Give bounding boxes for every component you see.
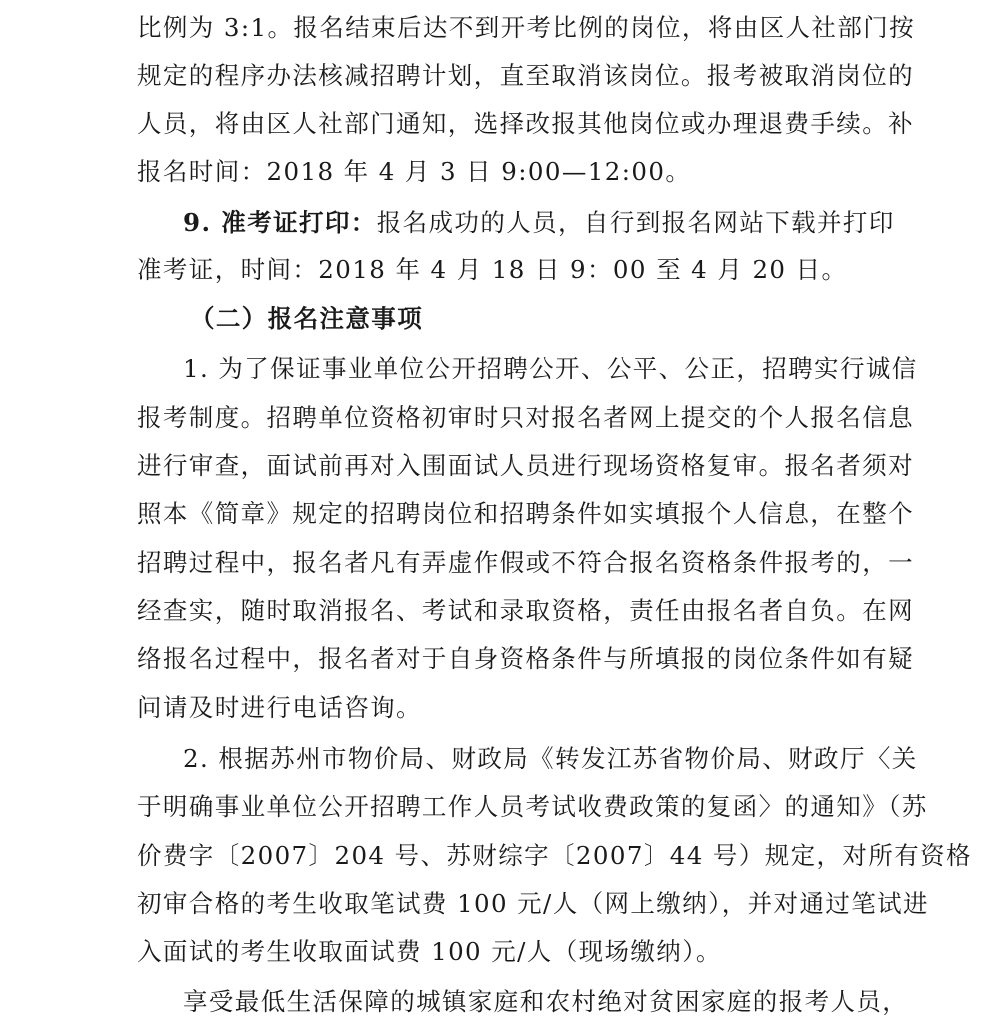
paragraph-line: 初审合格的考生收取笔试费 100 元/人（网上缴纳），并对通过笔试进 [137, 889, 929, 918]
paragraph-line: 比例为 3:1。报名结束后达不到开考比例的岗位，将由区人社部门按 [137, 13, 916, 42]
paragraph-line: 问请及时进行电话咨询。 [137, 693, 422, 722]
paragraph-line: 入面试的考生收取面试费 100 元/人（现场缴纳）。 [137, 937, 722, 966]
paragraph-line: 进行审查，面试前再对入围面试人员进行现场资格复审。报名者须对 [137, 451, 914, 480]
paragraph-line: 报考制度。招聘单位资格初审时只对报名者网上提交的个人报名信息 [137, 403, 914, 432]
item-9-line-2: 准考证，时间：2018 年 4 月 18 日 9：00 至 4 月 20 日。 [137, 255, 848, 284]
section-heading: （二）报名注意事项 [190, 304, 424, 333]
paragraph-line: 规定的程序办法核减招聘计划，直至取消该岗位。报考被取消岗位的 [137, 61, 914, 90]
paragraph-line: 1. 为了保证事业单位公开招聘公开、公平、公正，招聘实行诚信 [183, 354, 918, 383]
item-9-title: 9. 准考证打印： [183, 208, 377, 237]
paragraph-line: 价费字〔2007〕204 号、苏财综字〔2007〕44 号）规定，对所有资格 [137, 841, 972, 870]
paragraph-line: 络报名过程中，报名者对于自身资格条件与所填报的岗位条件如有疑 [137, 644, 914, 673]
paragraph-line: 于明确事业单位公开招聘工作人员考试收费政策的复函〉的通知》（苏 [137, 792, 928, 821]
item-9-line [183, 201, 895, 245]
paragraph-line: 招聘过程中，报名者凡有弄虚作假或不符合报名资格条件报考的，一 [137, 548, 914, 577]
paragraph-line: 报名时间：2018 年 4 月 3 日 9:00—12:00。 [137, 157, 692, 186]
paragraph-line: 经查实，随时取消报名、考试和录取资格，责任由报名者自负。在网 [137, 596, 914, 625]
paragraph-line: 享受最低生活保障的城镇家庭和农村绝对贫困家庭的报考人员， [183, 987, 909, 1016]
paragraph-line: 人员，将由区人社部门通知，选择改报其他岗位或办理退费手续。补 [137, 109, 914, 138]
paragraph-line: 2. 根据苏州市物价局、财政局《转发江苏省物价局、财政厅〈关 [183, 744, 918, 773]
paragraph-line: 照本《简章》规定的招聘岗位和招聘条件如实填报个人信息，在整个 [137, 499, 914, 528]
item-9-text: 报名成功的人员，自行到报名网站下载并打印 [376, 208, 895, 237]
